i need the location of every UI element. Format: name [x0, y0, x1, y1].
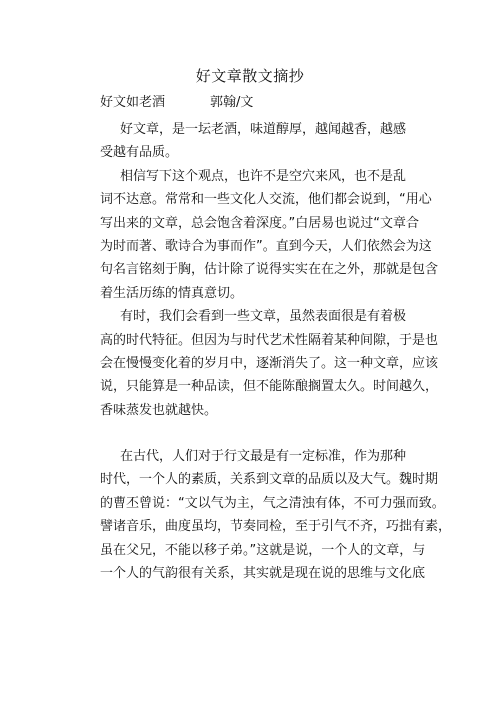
byline [100, 94, 253, 112]
text-line: 句名言铭刻于胸，估计除了说得实实在在之外，那就是包含 [100, 262, 439, 278]
text-line: 香味蒸发也就越快。 [100, 402, 218, 418]
article-body [100, 118, 452, 585]
paragraph [100, 118, 408, 165]
text-line: 虽在父兄，不能以移子弟。”这就是说，一个人的文章，与 [100, 542, 426, 558]
text-line: 说，只能算是一种品读，但不能陈酿搁置太久。时间越久， [100, 379, 439, 395]
text-line: 着生活历练的情真意切。 [100, 285, 244, 301]
text-line: 时代，一个人的素质，关系到文章的品质以及大气。魏时期 [100, 472, 439, 488]
document-title: 好文章散文摘抄 [195, 67, 305, 85]
text-line: 好文章，是一坛老酒，味道醇厚，越闻越香，越感 [120, 122, 407, 137]
article-source: 好文如老酒 [100, 95, 166, 110]
paragraph [100, 445, 452, 585]
paragraph-gap [100, 422, 408, 445]
text-line: 在古代，人们对于行文最是有一定标准，作为那种 [120, 449, 407, 465]
paragraph [100, 165, 439, 305]
text-line: 词不达意。常常和一些文化人交流，他们都会说到，“用心 [100, 192, 432, 208]
text-line: 有时，我们会看到一些文章，虽然表面很是有着极 [120, 309, 407, 325]
text-line: 高的时代特征。但因为与时代艺术性隔着某种间隙，于是也 [100, 332, 439, 348]
text-line: 譬诸音乐，曲度虽均，节奏同检，至于引气不齐，巧拙有素， [100, 519, 452, 535]
text-line: 为时而著、歌诗合为事而作”。直到今天，人们依然会为这 [100, 238, 432, 254]
text-line: 一个人的气韵很有关系，其实就是现在说的思维与文化底 [100, 566, 426, 582]
text-line: 受越有品质。 [100, 145, 179, 161]
article-author: 郭翰/文 [210, 95, 254, 110]
paragraph [100, 305, 439, 422]
text-line: 相信写下这个观点，也许不是空穴来风，也不是乱 [120, 168, 407, 184]
text-line: 的曹丕曾说：“文以气为主，气之清浊有体，不可力强而致。 [100, 495, 445, 511]
text-line: 会在慢慢变化着的岁月中，逐渐消失了。这一种文章，应该 [100, 355, 439, 371]
text-line: 写出来的文章，总会饱含着深度。”白居易也说过“文章合 [100, 215, 419, 231]
